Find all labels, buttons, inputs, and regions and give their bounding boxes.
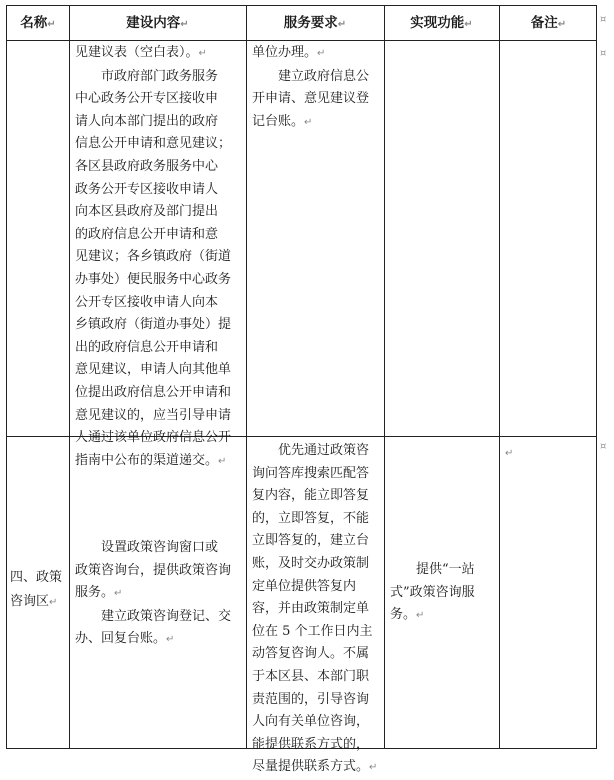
text-line: 开申请、意见建议登: [252, 91, 370, 107]
text-line: 意见建议，申请人向其他单: [75, 362, 232, 378]
text-line: 建立政府信息公: [278, 68, 370, 84]
text-line: 办、回复台账。↵: [75, 631, 175, 647]
text-line: 服务。↵: [75, 585, 123, 601]
text-line: 中心政务公开专区接收申: [75, 91, 219, 107]
header-name: 名称↵: [20, 15, 56, 31]
row-end-mark: ¤: [600, 48, 607, 59]
policy-table: [6, 5, 597, 775]
text-line: 优先通过政策咨: [278, 443, 370, 458]
text-line: 向本区县政府及部门提出: [75, 204, 219, 220]
row1-service-cell: [252, 42, 382, 134]
text-line: 请人向本部门提出的政府: [75, 113, 219, 129]
text-line: 见建议表（空白表）。↵: [75, 45, 207, 60]
text-line: 询问答库搜索匹配答: [252, 465, 370, 481]
text-line: 公开专区接收申请人向本: [75, 294, 219, 310]
text-line: 意见建议的，应当引导申请: [75, 407, 232, 423]
text-line: 四、政策: [10, 570, 63, 585]
column-divider: [384, 6, 385, 748]
text-line: 咨询区↵: [10, 594, 58, 609]
text-line: 责范围的，引导咨询: [252, 691, 370, 707]
text-line: 人向有关单位咨询，: [252, 714, 370, 730]
text-line: 各区县政府政务服务中心: [75, 158, 219, 174]
column-divider: [499, 6, 500, 748]
row2-service-cell: [252, 440, 382, 780]
text-line: 位提出政府信息公开申请和: [75, 384, 232, 400]
text-line: 式”政策咨询服: [390, 584, 475, 600]
text-line: 乡镇政府（街道办事处）提: [75, 317, 232, 333]
text-line: 复内容，能立即答复: [252, 488, 370, 504]
text-line: 位在 5 个工作日内主: [252, 623, 373, 639]
text-line: 的，立即答复，不能: [252, 510, 370, 526]
text-line: 建立政策咨询登记、交: [101, 608, 232, 624]
row2-content-cell: [75, 537, 245, 652]
text-line: 提供“一站: [416, 562, 475, 577]
text-line: 办事处）便民服务中心政务: [75, 271, 232, 287]
text-line: 市政府部门政务服务: [101, 68, 219, 84]
text-line: 出的政府信息公开申请和: [75, 339, 219, 355]
row2-remark-cell: ↵: [505, 448, 514, 459]
text-line: 于本区县、本部门职: [252, 668, 370, 684]
text-line: 政务公开专区接收申请人: [75, 181, 219, 197]
text-line: 设置政策咨询窗口或: [101, 540, 219, 555]
text-line: 的政府信息公开申请和意: [75, 226, 219, 242]
text-line: 尽量提供联系方式。↵: [252, 759, 378, 775]
text-line: 指南中公布的渠道递交。↵: [75, 452, 227, 468]
header-service: 服务要求↵: [283, 15, 347, 31]
header-remark: 备注↵: [530, 15, 567, 31]
row-end-mark: ¤: [600, 14, 607, 25]
row-divider: [7, 40, 596, 41]
text-line: 信息公开申请和意见建议；: [75, 136, 232, 152]
row1-content-cell: [75, 42, 245, 473]
text-line: 见建议；各乡镇政府（街道: [75, 249, 232, 265]
row-end-mark: ¤: [600, 441, 607, 452]
text-line: 动答复咨询人。不属: [252, 646, 370, 662]
text-line: 记台账。↵: [252, 113, 313, 129]
text-line: 账，及时交办政策制: [252, 555, 370, 571]
text-line: 定单位提供答复内: [252, 578, 357, 594]
text-line: 人通过该单位政府信息公开: [75, 430, 232, 446]
row2-name-cell: [10, 566, 68, 615]
header-content: 建设内容↵: [126, 15, 189, 31]
text-line: 容，并由政策制定单: [252, 601, 370, 617]
text-line: 务。↵: [390, 607, 425, 623]
text-line: 立即答复的，建立台: [252, 533, 370, 549]
text-line: 能提供联系方式的，: [252, 736, 370, 752]
row2-function-cell: [390, 559, 498, 628]
text-line: 单位办理。↵: [252, 45, 326, 60]
header-function: 实现功能↵: [410, 15, 473, 31]
column-divider: [69, 6, 70, 748]
text-line: 政策咨询台，提供政策咨询: [75, 562, 232, 578]
column-divider: [246, 6, 247, 748]
